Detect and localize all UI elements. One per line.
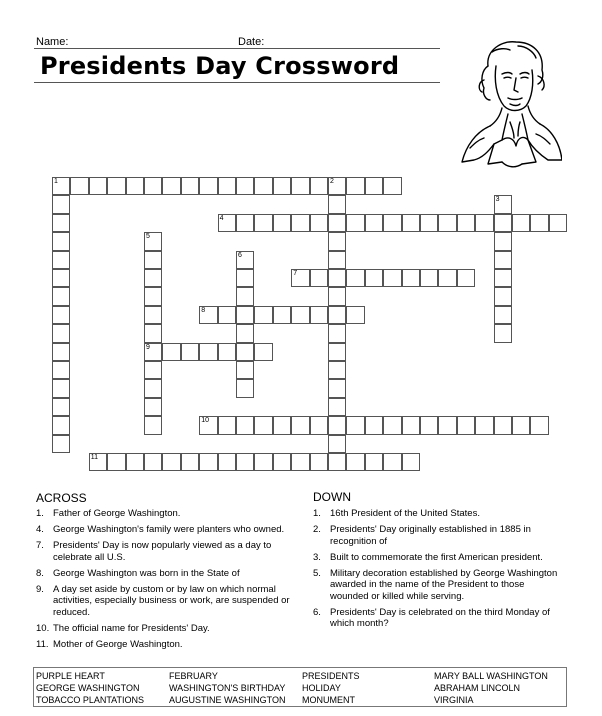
crossword-cell[interactable] — [310, 177, 328, 195]
clue-number: 4 — [219, 214, 224, 222]
crossword-cell[interactable] — [402, 453, 420, 471]
clue-number: 7 — [293, 270, 298, 277]
crossword-cell[interactable] — [346, 306, 364, 324]
crossword-cell[interactable] — [144, 361, 162, 379]
crossword-cell[interactable] — [52, 324, 70, 342]
crossword-cell[interactable] — [126, 453, 144, 471]
clue-number: 6 — [238, 251, 242, 259]
crossword-cell[interactable] — [494, 287, 512, 305]
crossword-cell[interactable] — [52, 416, 70, 434]
word-bank-entry: PURPLE HEART — [36, 671, 105, 681]
word-bank-entry: GEORGE WASHINGTON — [36, 683, 140, 693]
across-clue — [36, 584, 292, 619]
crossword-cell[interactable] — [291, 214, 309, 232]
crossword-cell[interactable] — [52, 287, 70, 305]
crossword-cell[interactable] — [181, 453, 199, 471]
clue-number: 10. — [36, 622, 50, 634]
word-bank-entry: AUGUSTINE WASHINGTON — [169, 695, 286, 705]
crossword-cell[interactable] — [273, 306, 291, 324]
crossword-cell[interactable] — [530, 214, 548, 232]
crossword-cell[interactable] — [52, 361, 70, 379]
crossword-cell[interactable] — [420, 214, 438, 232]
crossword-cell[interactable] — [236, 361, 254, 379]
crossword-cell[interactable] — [236, 214, 254, 232]
crossword-cell[interactable] — [512, 214, 530, 232]
clue-text: Presidents' Day originally established in 1885 in recognition of — [330, 524, 531, 547]
crossword-cell[interactable] — [218, 343, 236, 361]
down-clue — [313, 568, 559, 603]
word-bank-entry: HOLIDAY — [302, 683, 341, 693]
crossword-cell[interactable] — [52, 195, 70, 213]
clue-number: 1. — [36, 508, 44, 519]
crossword-cell[interactable] — [236, 306, 254, 324]
crossword-cell[interactable] — [199, 177, 217, 195]
crossword-cell[interactable] — [494, 269, 512, 287]
crossword-cell[interactable] — [494, 232, 512, 250]
crossword-cell[interactable] — [310, 269, 328, 287]
crossword-cell[interactable] — [328, 287, 346, 305]
crossword-cell[interactable] — [494, 306, 512, 324]
crossword-cell[interactable] — [310, 453, 328, 471]
crossword-cell[interactable] — [181, 343, 199, 361]
crossword-cell[interactable] — [144, 379, 162, 397]
crossword-cell[interactable] — [144, 306, 162, 324]
crossword-cell[interactable] — [457, 214, 475, 232]
crossword-cell[interactable] — [383, 214, 401, 232]
clue-number: 8 — [201, 306, 206, 314]
word-bank — [33, 667, 567, 707]
crossword-cell[interactable] — [162, 453, 180, 471]
crossword-cell[interactable] — [199, 416, 217, 434]
word-bank-entry: ABRAHAM LINCOLN — [434, 683, 521, 693]
crossword-cell[interactable] — [236, 287, 254, 305]
clue-text: Father of George Washington. — [53, 508, 181, 519]
crossword-cell[interactable] — [365, 177, 383, 195]
clue-number: 5 — [146, 233, 150, 241]
crossword-cell[interactable] — [291, 177, 309, 195]
crossword-cell[interactable] — [494, 214, 512, 232]
crossword-cell[interactable] — [328, 232, 346, 250]
crossword-cell[interactable] — [420, 416, 438, 434]
crossword-cell[interactable] — [494, 416, 512, 434]
crossword-cell[interactable] — [218, 214, 236, 232]
crossword-cell[interactable] — [144, 269, 162, 287]
crossword-cell[interactable] — [328, 416, 346, 434]
crossword-cell[interactable] — [273, 214, 291, 232]
crossword-cell[interactable] — [52, 214, 70, 232]
crossword-cell[interactable] — [144, 232, 162, 250]
crossword-cell[interactable] — [494, 251, 512, 269]
crossword-cell[interactable] — [365, 453, 383, 471]
crossword-cell[interactable] — [512, 416, 530, 434]
crossword-cell[interactable] — [438, 214, 456, 232]
down-clue — [313, 607, 559, 630]
crossword-cell[interactable] — [365, 214, 383, 232]
down-clue — [313, 508, 559, 520]
crossword-cell[interactable] — [52, 379, 70, 397]
down-heading: DOWN — [313, 490, 351, 504]
crossword-cell[interactable] — [328, 214, 346, 232]
crossword-cell[interactable] — [328, 435, 346, 453]
crossword-cell[interactable] — [199, 453, 217, 471]
crossword-cell[interactable] — [346, 269, 364, 287]
crossword-cell[interactable] — [365, 416, 383, 434]
clue-number: 9 — [146, 343, 150, 351]
crossword-cell[interactable] — [254, 343, 272, 361]
crossword-cell[interactable] — [291, 453, 309, 471]
crossword-cell[interactable] — [273, 453, 291, 471]
clue-number: 1 — [54, 178, 58, 185]
down-clue — [313, 552, 559, 564]
clue-number: 2. — [313, 524, 321, 535]
crossword-cell[interactable] — [291, 269, 309, 287]
crossword-cell[interactable] — [52, 232, 70, 250]
clue-number: 3. — [313, 551, 321, 563]
crossword-cell[interactable] — [199, 306, 217, 324]
crossword-cell[interactable] — [346, 453, 364, 471]
crossword-cell[interactable] — [144, 453, 162, 471]
crossword-cell[interactable] — [273, 416, 291, 434]
crossword-cell[interactable] — [346, 177, 364, 195]
crossword-cell[interactable] — [236, 251, 254, 269]
crossword-cell[interactable] — [144, 251, 162, 269]
crossword-cell[interactable] — [475, 416, 493, 434]
crossword-cell[interactable] — [236, 343, 254, 361]
clue-text: Built to commemorate the first American president. — [330, 551, 543, 563]
crossword-cell[interactable] — [144, 287, 162, 305]
crossword-cell[interactable] — [254, 306, 272, 324]
crossword-cell[interactable] — [162, 343, 180, 361]
clue-text: Presidents' Day is celebrated on the third Monday of which month? — [330, 606, 550, 629]
crossword-cell[interactable] — [328, 361, 346, 379]
crossword-cell[interactable] — [218, 416, 236, 434]
crossword-cell[interactable] — [254, 453, 272, 471]
crossword-cell[interactable] — [52, 343, 70, 361]
across-clue — [36, 508, 292, 520]
crossword-cell[interactable] — [273, 177, 291, 195]
crossword-cell[interactable] — [162, 177, 180, 195]
clue-number: 1. — [313, 508, 321, 519]
crossword-cell[interactable] — [365, 269, 383, 287]
crossword-cell[interactable] — [107, 177, 125, 195]
clue-number: 5. — [313, 567, 321, 579]
across-heading: ACROSS — [36, 491, 87, 505]
crossword-cell[interactable] — [144, 343, 162, 361]
clue-text: The official name for Presidents' Day. — [53, 622, 210, 634]
crossword-cell[interactable] — [89, 453, 107, 471]
crossword-cell[interactable] — [310, 306, 328, 324]
crossword-cell[interactable] — [530, 416, 548, 434]
across-clue — [36, 623, 292, 635]
clue-number: 4. — [36, 524, 44, 535]
crossword-cell[interactable] — [402, 214, 420, 232]
crossword-cell[interactable] — [310, 416, 328, 434]
crossword-cell[interactable] — [199, 343, 217, 361]
down-clue — [313, 524, 559, 547]
word-bank-entry: MONUMENT — [302, 695, 355, 705]
clue-text: 16th President of the United States. — [330, 508, 480, 519]
clue-number: 2 — [330, 178, 334, 185]
clue-number: 6. — [313, 606, 321, 618]
word-bank-entry: MARY BALL WASHINGTON — [434, 671, 548, 681]
word-bank-entry: FEBRUARY — [169, 671, 218, 681]
crossword-cell[interactable] — [52, 269, 70, 287]
crossword-cell[interactable] — [236, 177, 254, 195]
word-bank-entry: TOBACCO PLANTATIONS — [36, 695, 145, 705]
crossword-cell[interactable] — [254, 214, 272, 232]
crossword-cell[interactable] — [52, 251, 70, 269]
crossword-cell[interactable] — [107, 453, 125, 471]
crossword-cell[interactable] — [402, 416, 420, 434]
crossword-cell[interactable] — [291, 416, 309, 434]
word-bank-entry: WASHINGTON'S BIRTHDAY — [169, 683, 286, 693]
clue-number: 11. — [36, 638, 49, 650]
across-clue — [36, 639, 292, 651]
crossword-cell[interactable] — [254, 416, 272, 434]
crossword-cell[interactable] — [457, 416, 475, 434]
crossword-cell[interactable] — [236, 269, 254, 287]
name-label: Name: — [36, 36, 69, 48]
crossword-cell[interactable] — [218, 306, 236, 324]
crossword-cell[interactable] — [383, 416, 401, 434]
clue-number: 9. — [36, 583, 44, 595]
crossword-cell[interactable] — [236, 379, 254, 397]
crossword-cell[interactable] — [310, 214, 328, 232]
clue-number: 11 — [90, 454, 99, 461]
crossword-cell[interactable] — [328, 306, 346, 324]
down-clue-list — [313, 508, 559, 634]
crossword-cell[interactable] — [70, 177, 88, 195]
word-bank-entry: PRESIDENTS — [302, 671, 360, 681]
date-label: Date: — [238, 36, 265, 48]
crossword-cell[interactable] — [236, 324, 254, 342]
crossword-cell[interactable] — [346, 214, 364, 232]
crossword-cell[interactable] — [438, 416, 456, 434]
crossword-cell[interactable] — [420, 269, 438, 287]
clue-number: 10 — [201, 417, 209, 425]
crossword-cell[interactable] — [475, 214, 493, 232]
clue-number: 7. — [36, 540, 44, 551]
crossword-cell[interactable] — [346, 416, 364, 434]
page-title: Presidents Day Crossword — [40, 52, 400, 80]
clue-text: Military decoration established by George Washington awarded in the name of the President to those wounded or killed while serving. — [330, 567, 558, 602]
crossword-cell[interactable] — [52, 306, 70, 324]
clue-text: Presidents' Day is now popularly viewed as a day to celebrate all U.S. — [53, 540, 272, 563]
crossword-cell[interactable] — [494, 324, 512, 342]
crossword-cell[interactable] — [328, 269, 346, 287]
crossword-cell[interactable] — [218, 453, 236, 471]
crossword-cell[interactable] — [549, 214, 567, 232]
crossword-cell[interactable] — [438, 269, 456, 287]
crossword-cell[interactable] — [236, 453, 254, 471]
clue-text: Mother of George Washington. — [53, 638, 183, 650]
crossword-cell[interactable] — [328, 379, 346, 397]
crossword-cell[interactable] — [52, 435, 70, 453]
crossword-cell[interactable] — [126, 177, 144, 195]
clue-number: 3 — [495, 196, 500, 204]
crossword-cell[interactable] — [291, 306, 309, 324]
crossword-cell[interactable] — [52, 398, 70, 416]
crossword-cell[interactable] — [328, 251, 346, 269]
across-clue — [36, 540, 292, 563]
crossword-cell[interactable] — [328, 195, 346, 213]
word-bank-entry: VIRGINIA — [434, 695, 474, 705]
clue-text: George Washington's family were planters who owned. — [53, 524, 285, 535]
clue-number: 8. — [36, 567, 44, 579]
crossword-cell[interactable] — [328, 177, 346, 195]
crossword-cell[interactable] — [457, 269, 475, 287]
crossword-cell[interactable] — [328, 343, 346, 361]
crossword-cell[interactable] — [402, 269, 420, 287]
crossword-cell[interactable] — [181, 177, 199, 195]
crossword-cell[interactable] — [218, 177, 236, 195]
clue-text: A day set aside by custom or by law on which normal activities, especially business or work, are suspended or reduced. — [53, 583, 290, 618]
crossword-cell[interactable] — [144, 398, 162, 416]
clue-text: George Washington was born in the State of — [53, 567, 240, 579]
crossword-cell[interactable] — [328, 398, 346, 416]
crossword-cell[interactable] — [144, 177, 162, 195]
crossword-cell[interactable] — [254, 177, 272, 195]
crossword-cell[interactable] — [383, 177, 401, 195]
crossword-cell[interactable] — [144, 324, 162, 342]
crossword-cell[interactable] — [383, 269, 401, 287]
across-clue-list — [36, 508, 292, 655]
crossword-cell[interactable] — [89, 177, 107, 195]
crossword-cell[interactable] — [494, 195, 512, 213]
across-clue — [36, 568, 292, 580]
crossword-cell[interactable] — [236, 416, 254, 434]
crossword-cell[interactable] — [52, 177, 70, 195]
crossword-cell[interactable] — [328, 324, 346, 342]
crossword-cell[interactable] — [144, 416, 162, 434]
crossword-cell[interactable] — [328, 453, 346, 471]
across-clue — [36, 524, 292, 536]
crossword-cell[interactable] — [383, 453, 401, 471]
